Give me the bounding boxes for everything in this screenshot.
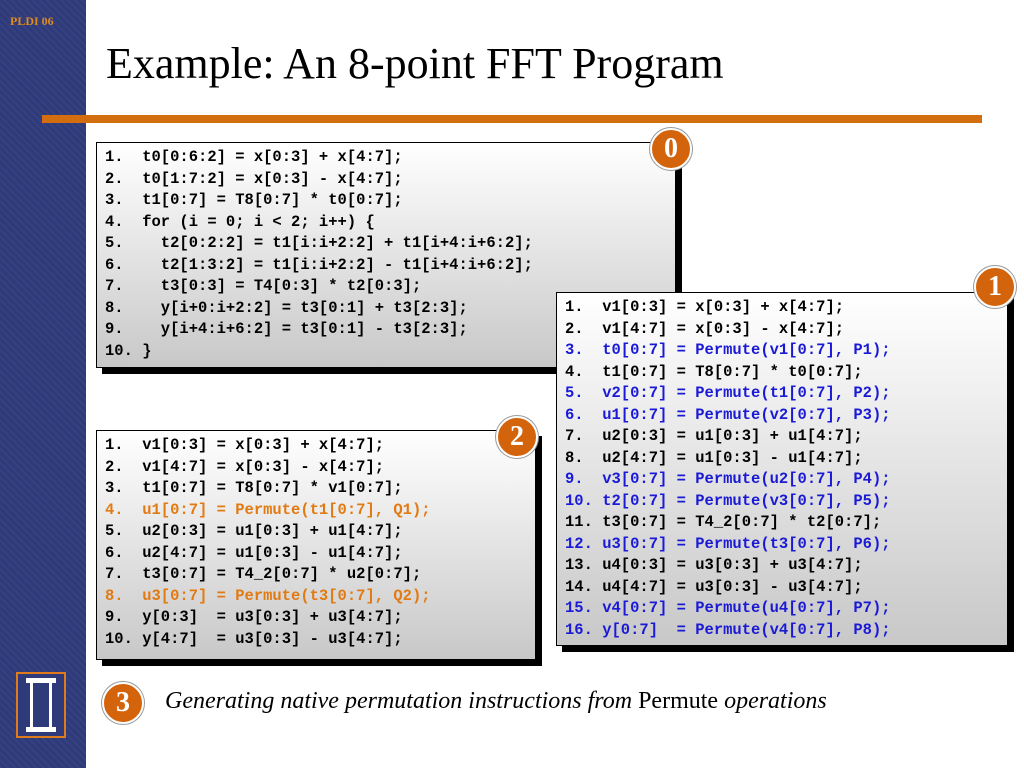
code-line: 1. v1[0:3] = x[0:3] + x[4:7];: [565, 298, 845, 316]
step-badge-2: 2: [496, 416, 538, 458]
code-line: 14. u4[4:7] = u3[0:3] - u3[4:7];: [565, 577, 863, 596]
code-line: 11. t3[0:7] = T4_2[0:7] * t2[0:7];: [565, 513, 882, 531]
caption-part-3: operations: [718, 688, 827, 714]
slide-caption: [165, 688, 827, 715]
code-line: 5. v2[0:7] = Permute(t1[0:7], P2);: [565, 384, 891, 402]
code-line: 1. v1[0:3] = x[0:3] + x[4:7];: [105, 436, 385, 454]
code-listing-1: [565, 297, 1007, 641]
caption-part-2: Permute: [638, 688, 719, 714]
code-line: 7. t3[0:3] = T4[0:3] * t2[0:3];: [105, 277, 422, 295]
caption-part-1: Generating native permutation instructions from: [165, 688, 639, 714]
code-line: 13. u4[0:3] = u3[0:3] + u3[4:7];: [565, 556, 863, 574]
conference-label: PLDI 06: [10, 14, 54, 28]
code-line: 10. y[4:7] = u3[0:3] - u3[4:7];: [105, 629, 403, 648]
code-box-1: [556, 292, 1008, 646]
code-line: 5. t2[0:2:2] = t1[i:i+2:2] + t1[i+4:i+6:2];: [105, 234, 533, 252]
code-listing-2: [105, 435, 535, 650]
code-line: 10. }: [105, 341, 152, 360]
code-line: 4. for (i = 0; i < 2; i++) {: [105, 212, 375, 231]
slide-title: Example: An 8-point FFT Program: [106, 39, 724, 88]
title-divider: [42, 115, 982, 123]
code-box-2: [96, 430, 536, 660]
code-line: 3. t0[0:7] = Permute(v1[0:7], P1);: [565, 341, 891, 359]
code-line: 3. t1[0:7] = T8[0:7] * t0[0:7];: [105, 191, 403, 209]
code-line: 16. y[0:7] = Permute(v4[0:7], P8);: [565, 620, 891, 639]
code-line: 10. t2[0:7] = Permute(v3[0:7], P5);: [565, 491, 891, 510]
code-line: 7. t3[0:7] = T4_2[0:7] * u2[0:7];: [105, 565, 422, 583]
code-line: 9. y[i+4:i+6:2] = t3[0:1] - t3[2:3];: [105, 320, 468, 338]
code-line: 2. v1[4:7] = x[0:3] - x[4:7];: [565, 319, 845, 338]
code-line: 4. t1[0:7] = T8[0:7] * t0[0:7];: [565, 362, 863, 381]
code-line: 1. t0[0:6:2] = x[0:3] + x[4:7];: [105, 148, 403, 166]
step-badge-3: 3: [102, 682, 144, 724]
code-line: 6. u2[4:7] = u1[0:3] - u1[4:7];: [105, 543, 403, 562]
code-line: 8. y[i+0:i+2:2] = t3[0:1] + t3[2:3];: [105, 298, 468, 317]
code-line: 15. v4[0:7] = Permute(u4[0:7], P7);: [565, 599, 891, 617]
code-line: 9. y[0:3] = u3[0:3] + u3[4:7];: [105, 608, 403, 626]
university-logo-icon: [16, 672, 66, 738]
code-line: 2. v1[4:7] = x[0:3] - x[4:7];: [105, 457, 385, 476]
code-line: 6. t2[1:3:2] = t1[i:i+2:2] - t1[i+4:i+6:2];: [105, 255, 533, 274]
code-line: 6. u1[0:7] = Permute(v2[0:7], P3);: [565, 405, 891, 424]
step-badge-1: 1: [974, 266, 1016, 308]
code-line: 12. u3[0:7] = Permute(t3[0:7], P6);: [565, 534, 891, 553]
code-line: 8. u3[0:7] = Permute(t3[0:7], Q2);: [105, 586, 431, 605]
code-line: 8. u2[4:7] = u1[0:3] - u1[4:7];: [565, 448, 863, 467]
code-line: 2. t0[1:7:2] = x[0:3] - x[4:7];: [105, 169, 403, 188]
code-line: 5. u2[0:3] = u1[0:3] + u1[4:7];: [105, 522, 403, 540]
code-line: 7. u2[0:3] = u1[0:3] + u1[4:7];: [565, 427, 863, 445]
code-line: 4. u1[0:7] = Permute(t1[0:7], Q1);: [105, 500, 431, 519]
step-badge-0: 0: [650, 128, 692, 170]
code-line: 9. v3[0:7] = Permute(u2[0:7], P4);: [565, 470, 891, 488]
code-line: 3. t1[0:7] = T8[0:7] * v1[0:7];: [105, 479, 403, 497]
